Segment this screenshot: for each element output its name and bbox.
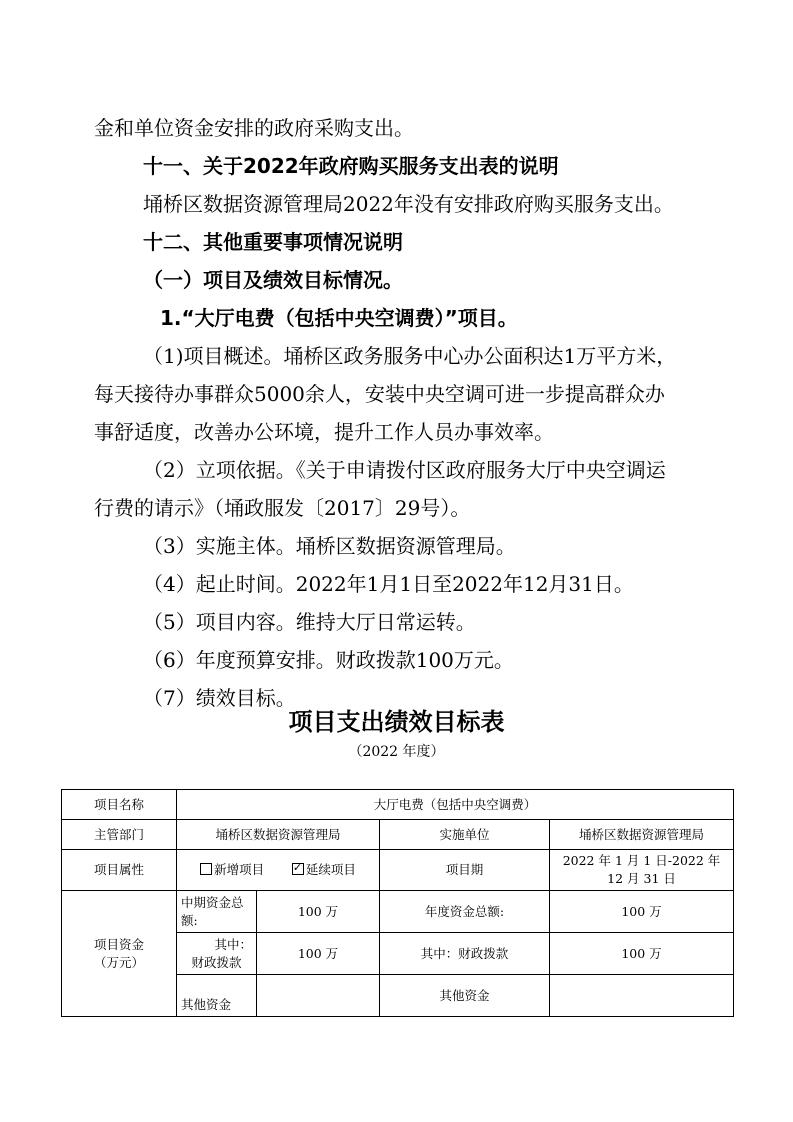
impl-label: 实施单位	[380, 820, 550, 850]
paragraph-basis-1: （2）立项依据。《关于申请拨付区政府服务大厅中央空调运	[143, 458, 666, 482]
annual-fiscal-value: 100 万	[550, 933, 734, 975]
annual-fiscal-label: 其中：财政拨款	[380, 933, 550, 975]
paragraph-budget: （6）年度预算安排。财政拨款100万元。	[143, 648, 514, 672]
section-heading-11: 十一、关于2022年政府购买服务支出表的说明	[143, 154, 559, 178]
table-title: 项目支出绩效目标表	[288, 708, 505, 736]
paragraph-continuation: 金和单位资金安排的政府采购支出。	[94, 116, 414, 140]
paragraph-basis-2: 行费的请示》（埇政服发〔2017〕29号）。	[94, 496, 471, 520]
new-project-label: 新增项目	[214, 862, 265, 877]
continue-project-label: 延续项目	[305, 862, 356, 877]
table-row	[62, 891, 734, 933]
table-row	[62, 850, 734, 891]
project-name-value: 大厅电费（包括中央空调费）	[177, 790, 734, 820]
period-label: 项目期	[380, 850, 550, 891]
paragraph-overview-2: 每天接待办事群众5000余人，安装中央空调可进一步提高群众办	[94, 382, 665, 406]
paragraph-overview-3: 事舒适度，改善办公环境，提升工作人员办事效率。	[94, 420, 554, 444]
annual-other-label: 其他资金	[380, 975, 550, 1017]
mid-fiscal-value: 100 万	[257, 933, 380, 975]
period-value: 2022 年 1 月 1 日-2022 年 12 月 31 日	[550, 850, 734, 891]
annual-total-value: 100 万	[550, 891, 734, 933]
annual-total-label: 年度资金总额:	[380, 891, 550, 933]
project-heading: 1.“大厅电费（包括中央空调费）”项目。	[160, 306, 518, 330]
fiscal-label: 财政拨款	[191, 954, 242, 970]
mid-total-value: 100 万	[257, 891, 380, 933]
performance-target-table	[61, 789, 734, 1017]
checkbox-checked-icon	[292, 863, 304, 875]
section-heading-12: 十二、其他重要事项情况说明	[143, 230, 403, 254]
table-row	[62, 820, 734, 850]
dept-value: 埇桥区数据资源管理局	[177, 820, 380, 850]
among-label: 其中：	[214, 936, 252, 952]
subsection-heading-1: （一）项目及绩效目标情况。	[143, 268, 403, 292]
paragraph-content: （5）项目内容。维持大厅日常运转。	[143, 610, 476, 634]
table-year: （2022 年度）	[348, 744, 445, 760]
paragraph-service-purchase: 埇桥区数据资源管理局2022年没有安排政府购买服务支出。	[143, 192, 674, 216]
mid-fiscal-label-cell	[177, 933, 257, 975]
funds-label: 项目资金	[93, 936, 144, 952]
table-row	[62, 790, 734, 820]
new-project-option[interactable]	[200, 862, 268, 877]
mid-other-value	[257, 975, 380, 1017]
paragraph-target: （7）绩效目标。	[143, 686, 296, 710]
continue-project-option[interactable]	[292, 862, 356, 877]
attr-label: 项目属性	[62, 850, 177, 891]
paragraph-entity: （3）实施主体。埇桥区数据资源管理局。	[143, 534, 516, 558]
checkbox-unchecked-icon	[200, 863, 212, 875]
funds-unit: （万元）	[93, 954, 144, 970]
annual-other-value	[550, 975, 734, 1017]
mid-total-label: 中期资金总额:	[177, 891, 257, 933]
funds-label-cell	[62, 891, 177, 1017]
mid-other-label: 其他资金	[177, 975, 257, 1017]
paragraph-overview-1: （1)项目概述。埇桥区政务服务中心办公面积达1万平方米，	[143, 344, 677, 368]
impl-value: 埇桥区数据资源管理局	[550, 820, 734, 850]
attr-options	[177, 850, 380, 891]
paragraph-period: （4）起止时间。2022年1月1日至2022年12月31日。	[143, 572, 634, 596]
project-name-label: 项目名称	[62, 790, 177, 820]
dept-label: 主管部门	[62, 820, 177, 850]
